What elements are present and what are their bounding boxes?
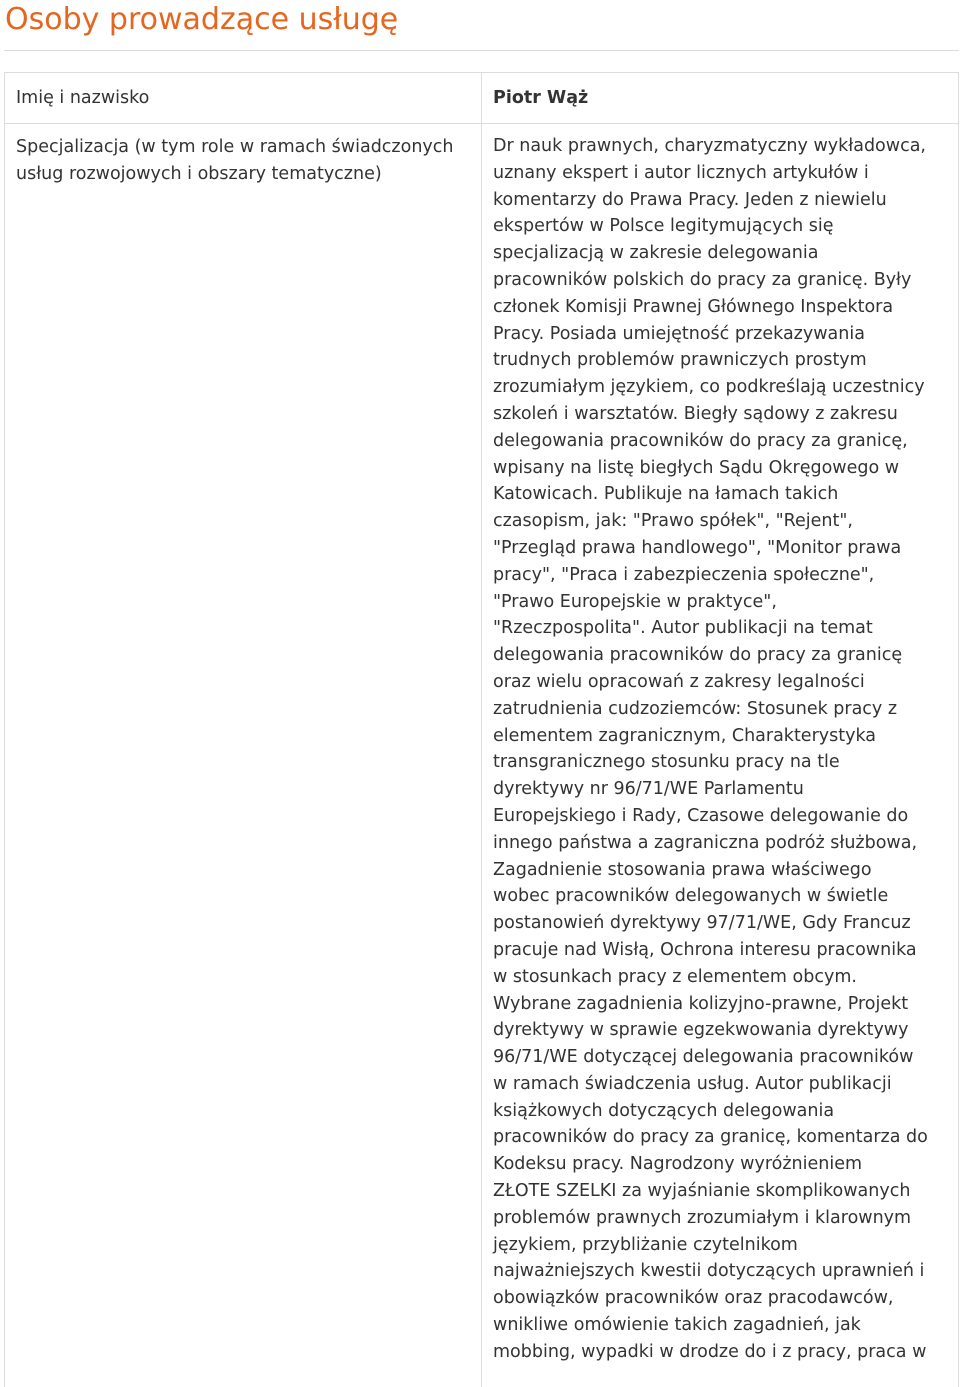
row-divider [5, 123, 958, 124]
title-divider [4, 50, 959, 51]
page-title: Osoby prowadzące usługę [5, 2, 399, 37]
label-name: Imię i nazwisko [16, 88, 150, 108]
trainer-info-table [4, 72, 959, 1387]
trainer-specialization-text: Dr nauk prawnych, charyzmatyczny wykładowca, uznany ekspert i autor licznych artykułów i komentarzy do Prawa Pracy. Jeden z niewielu ekspertów w Polsce legitymujących się specjalizacją w zakresie delegowania pracowników polskich do pracy za granicę. Były członek Komisji Prawnej Głównego Inspektora Pracy. Posiada umiejętność przekazywania trudnych problemów prawniczych prostym zrozumiałym językiem, co podkreślają uczestnicy szkoleń i warsztatów. Biegły sądowy z zakresu delegowania pracowników do pracy za granicę, wpisany na listę biegłych Sądu Okręgowego w Katowicach. Publikuje na łamach takich czasopism, jak: "Prawo spółek", "Rejent", "Przegląd prawa handlowego", "Monitor prawa pracy", "Praca i zabezpieczenia społeczne", "Prawo Europejskie w praktyce", "Rzeczpospolita". Autor publikacji na temat delegowania pracowników do pracy za granicę oraz wielu opracowań z zakresy legalności zatrudnienia cudzoziemców: Stosunek pracy z elementem zagranicznym, Charakterystyka transgranicznego stosunku pracy na tle dyrektywy nr 96/71/WE Parlamentu Europejskiego i Rady, Czasowe delegowanie do innego państwa a zagraniczna podróż służbowa, Zagadnienie stosowania prawa właściwego wobec pracowników delegowanych w świetle postanowień dyrektywy 97/71/WE, Gdy Francuz pracuje nad Wisłą, Ochrona interesu pracownika w stosunkach pracy z elementem obcym. Wybrane zagadnienia kolizyjno-prawne, Projekt dyrektywy w sprawie egzekwowania dyrektywy 96/71/WE dotyczącej delegowania pracowników w ramach świadczenia usług. Autor publikacji książkowych dotyczących delegowania pracowników do pracy za granicę, komentarza do Kodeksu pracy. Nagrodzony wyróżnieniem ZŁOTE SZELKI za wyjaśnianie skomplikowanych problemów prawnych zrozumiałym i klarownym językiem, przybliżanie czytelnikom najważniejszych kwestii dotyczących uprawnień i obowiązków pracowników oraz pracodawców, wnikliwe omówienie takich zagadnień, jak mobbing, wypadki w drodze do i z pracy, praca w [493, 136, 928, 1362]
trainer-name: Piotr Wąż [493, 88, 589, 108]
label-specialization: Specjalizacja (w tym role w ramach świadczonych usług rozwojowych i obszary tematyczne) [16, 137, 454, 184]
column-divider [481, 73, 482, 1387]
